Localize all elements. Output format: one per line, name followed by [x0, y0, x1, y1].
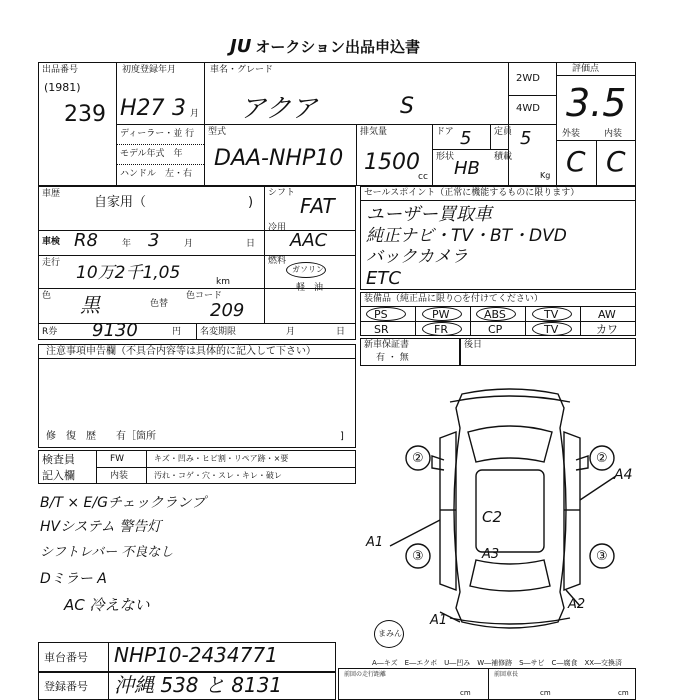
damage-a4: A4 [614, 467, 633, 483]
load-label: 積載 [494, 152, 513, 162]
interior-grade: C [606, 145, 626, 178]
first-registration-label: 初度登録年月 [122, 65, 177, 75]
model-type-label: 型式 [208, 127, 227, 137]
dealer-label: ディーラー・並 行 [120, 129, 195, 139]
lot-code: (1981) [44, 81, 81, 94]
registration-month: 3 [172, 96, 186, 121]
usage-label: 車歴 [42, 189, 61, 199]
damage-a3: A3 [482, 547, 500, 562]
color-label: 色 [42, 291, 52, 301]
registration-year: H27 [120, 96, 165, 121]
inspection-expiry: R8 [74, 230, 98, 251]
auction-sheet: JU オークション出品申込書 出品番号 (1981) 239 初度登録年月 H27 3 月 車名・グレード アクア S 2WD 4WD 評価点 3.5 ディーラー・並 行 モデル年式 年 ハンドル 左・右 型式 DAA-NHP10 排気量 1500 cc ドア 5 定員 5 形状 HB 積載 Kg 外装 内装 C C 車歴 自家用（ ) シフト FAT 車検 R8 年 3 月 日 冷用 AAC 走行 10万2千1,05 km 燃料 ガソリン 軽 油 色 黒 色替 色コード 209 R券 9130 円 名変期限 月 日 セールスポイント（正常に機能するものに限ります） ユーザー買取車 純正ナビ・TV・BT・DVD バックカメラ ETC 装備品（純正品に限り○を付けてください） PS PW ABS TV AW SR FR CP TV カワ 新車保証書 有 ・ 無 後日 注意事項申告欄（不具合内容等は具体的に記入して下さい） 修 復 歴 有［箇所 ] 検査員 記入欄 FW 内装 キズ・凹み・ヒビ割・リペア跡・×要 汚れ・コゲ・穴・スレ・キレ・破レ B/T × E/Gチェックランプ HVシステム 警告灯 シフトレバー 不良なし Dミラー A AC 冷えない ② ② ③ ③ A4 C2 A3 A1 A1 A2 まみん 車台番号 NHP10-2434771 登録番号 沖縄 538 と 8131 A―キズ E―エクボ U―凹み W―補修跡 S―サビ C―腐食 XX―交換済 前回の走行距離 前回車長 cm cm cm [0, 0, 700, 700]
mileage-label: 走行 [42, 258, 61, 268]
sales-points-label: セールスポイント（正常に機能するものに限ります） [364, 188, 580, 198]
fw-label: FW [110, 454, 125, 464]
capacity-label: 定員 [494, 127, 513, 137]
equipment-tv: TV [544, 308, 559, 321]
model-code: DAA-NHP10 [214, 146, 344, 171]
kg-label: Kg [540, 171, 551, 180]
inspection-month: 3 [148, 230, 160, 251]
2wd-label: 2WD [516, 73, 540, 84]
model-year-label: モデル年式 年 [120, 149, 183, 159]
gasoline-option: ガソリン [292, 265, 324, 274]
footer-box1-label: 前回の走行距離 [344, 671, 387, 678]
exterior-grade: C [566, 145, 586, 178]
recorder-label: 記入欄 [42, 469, 75, 482]
new-warranty-label: 新車保証書 [364, 340, 410, 350]
footer-box2-label: 前回車長 [494, 671, 519, 678]
equipment-abs: ABS [484, 308, 506, 321]
sales-point-3: バックカメラ [366, 247, 468, 267]
grade: S [400, 94, 414, 119]
interior-label: 内装 [604, 129, 623, 139]
cooling-label: 冷用 [268, 223, 287, 233]
fuel-label: 燃料 [268, 256, 287, 266]
cc-label: cc [418, 172, 428, 182]
later-date-label: 後日 [464, 340, 483, 350]
sheet-title-text: オークション出品申込書 [255, 38, 421, 56]
doors-label: ドア [436, 127, 454, 137]
damage-legend: A―キズ E―エクボ U―凹み W―補修跡 S―サビ C―腐食 XX―交換済 [372, 659, 623, 667]
equipment-aw: AW [598, 308, 616, 321]
equipment-sr: SR [374, 323, 389, 336]
equipment-ps: PS [374, 308, 388, 321]
inspector-label: 検査員 [42, 453, 75, 466]
interior-row-label: 内装 [110, 471, 129, 481]
tire-front-left: ② [412, 451, 424, 466]
lot-number-label: 出品番号 [42, 65, 79, 75]
color-change-label: 色替 [150, 299, 169, 309]
mileage: 10万2千1,05 [76, 263, 181, 283]
diesel-option: 軽 油 [296, 283, 324, 293]
repair-history-label: 修 復 歴 有［箇所 [46, 431, 156, 442]
usage: 自家用（ [94, 195, 147, 210]
chassis-no-label: 車台番号 [44, 651, 88, 664]
grade-eval-label: 評価点 [572, 64, 600, 74]
body-color: 黒 [80, 293, 100, 317]
sheet-title [230, 36, 420, 57]
inspector-stamp-text: まみん [378, 629, 402, 638]
equipment-kawa: カワ [596, 323, 618, 336]
equipment-pw: PW [432, 308, 450, 321]
color-code-label: 色コード [186, 291, 223, 301]
registration-number: 沖縄 538 と 8131 [114, 673, 283, 697]
cooling: AAC [290, 230, 328, 251]
fw-description: キズ・凹み・ヒビ割・リペア跡・×要 [154, 454, 289, 463]
body-shape: HB [454, 158, 480, 179]
equipment-label: 装備品（純正品に限り○を付けてください） [364, 294, 543, 304]
later-date-box [460, 338, 636, 366]
warranty-options: 有 ・ 無 [376, 353, 409, 363]
tire-rear-right: ③ [596, 549, 608, 564]
sales-point-2: 純正ナビ・TV・BT・DVD [366, 226, 567, 246]
equipment-fr: FR [434, 323, 448, 336]
handle-label: ハンドル 左・右 [120, 169, 193, 179]
memo-line-5: AC 冷えない [64, 596, 150, 614]
memo-line-1: B/T × E/Gチェックランプ [40, 495, 206, 511]
shift: FAT [300, 194, 335, 218]
damage-a1-bottom: A1 [430, 613, 448, 628]
shift-label: シフト [268, 188, 296, 198]
displacement: 1500 [364, 150, 420, 175]
chassis-number: NHP10-2434771 [114, 643, 278, 667]
capacity: 5 [520, 128, 532, 149]
car-name-grade-label: 車名・グレード [210, 65, 274, 75]
damage-a1-left: A1 [366, 535, 384, 550]
sales-point-1: ユーザー買取車 [366, 204, 492, 225]
auction-score: 3.5 [566, 81, 627, 125]
inspection-label: 車検 [42, 237, 61, 247]
doors: 5 [460, 128, 472, 149]
shape-label: 形状 [436, 152, 455, 162]
lot-number: 239 [64, 102, 106, 127]
damage-a2: A2 [568, 597, 586, 612]
registration-no-label: 登録番号 [44, 680, 88, 693]
4wd-label: 4WD [516, 103, 540, 114]
name-change-label: 名変期限 [200, 327, 237, 337]
car-name: アクア [240, 94, 318, 124]
color-code: 209 [210, 300, 245, 321]
month-label: 月 [190, 109, 200, 119]
tire-front-right: ② [596, 451, 608, 466]
memo-line-3: シフトレバー 不良なし [40, 545, 174, 560]
equipment-cp: CP [488, 323, 503, 336]
tire-rear-left: ③ [412, 549, 424, 564]
r-ticket-value: 9130 [92, 320, 138, 341]
notes-label: 注意事項申告欄（不具合内容等は具体的に記入して下さい） [46, 346, 316, 357]
displacement-label: 排気量 [360, 127, 388, 137]
memo-line-4: Dミラー A [40, 571, 107, 587]
memo-line-2: HVシステム 警告灯 [40, 519, 162, 535]
sales-point-4: ETC [366, 268, 401, 289]
car-damage-diagram [380, 380, 640, 650]
damage-c2: C2 [482, 508, 503, 526]
ju-logo: JU [230, 36, 252, 57]
interior-items: 汚れ・コゲ・穴・スレ・キレ・破レ [154, 471, 282, 480]
exterior-label: 外装 [562, 129, 581, 139]
equipment-tv2: TV [544, 323, 559, 336]
r-ticket-label: R券 [42, 327, 58, 337]
